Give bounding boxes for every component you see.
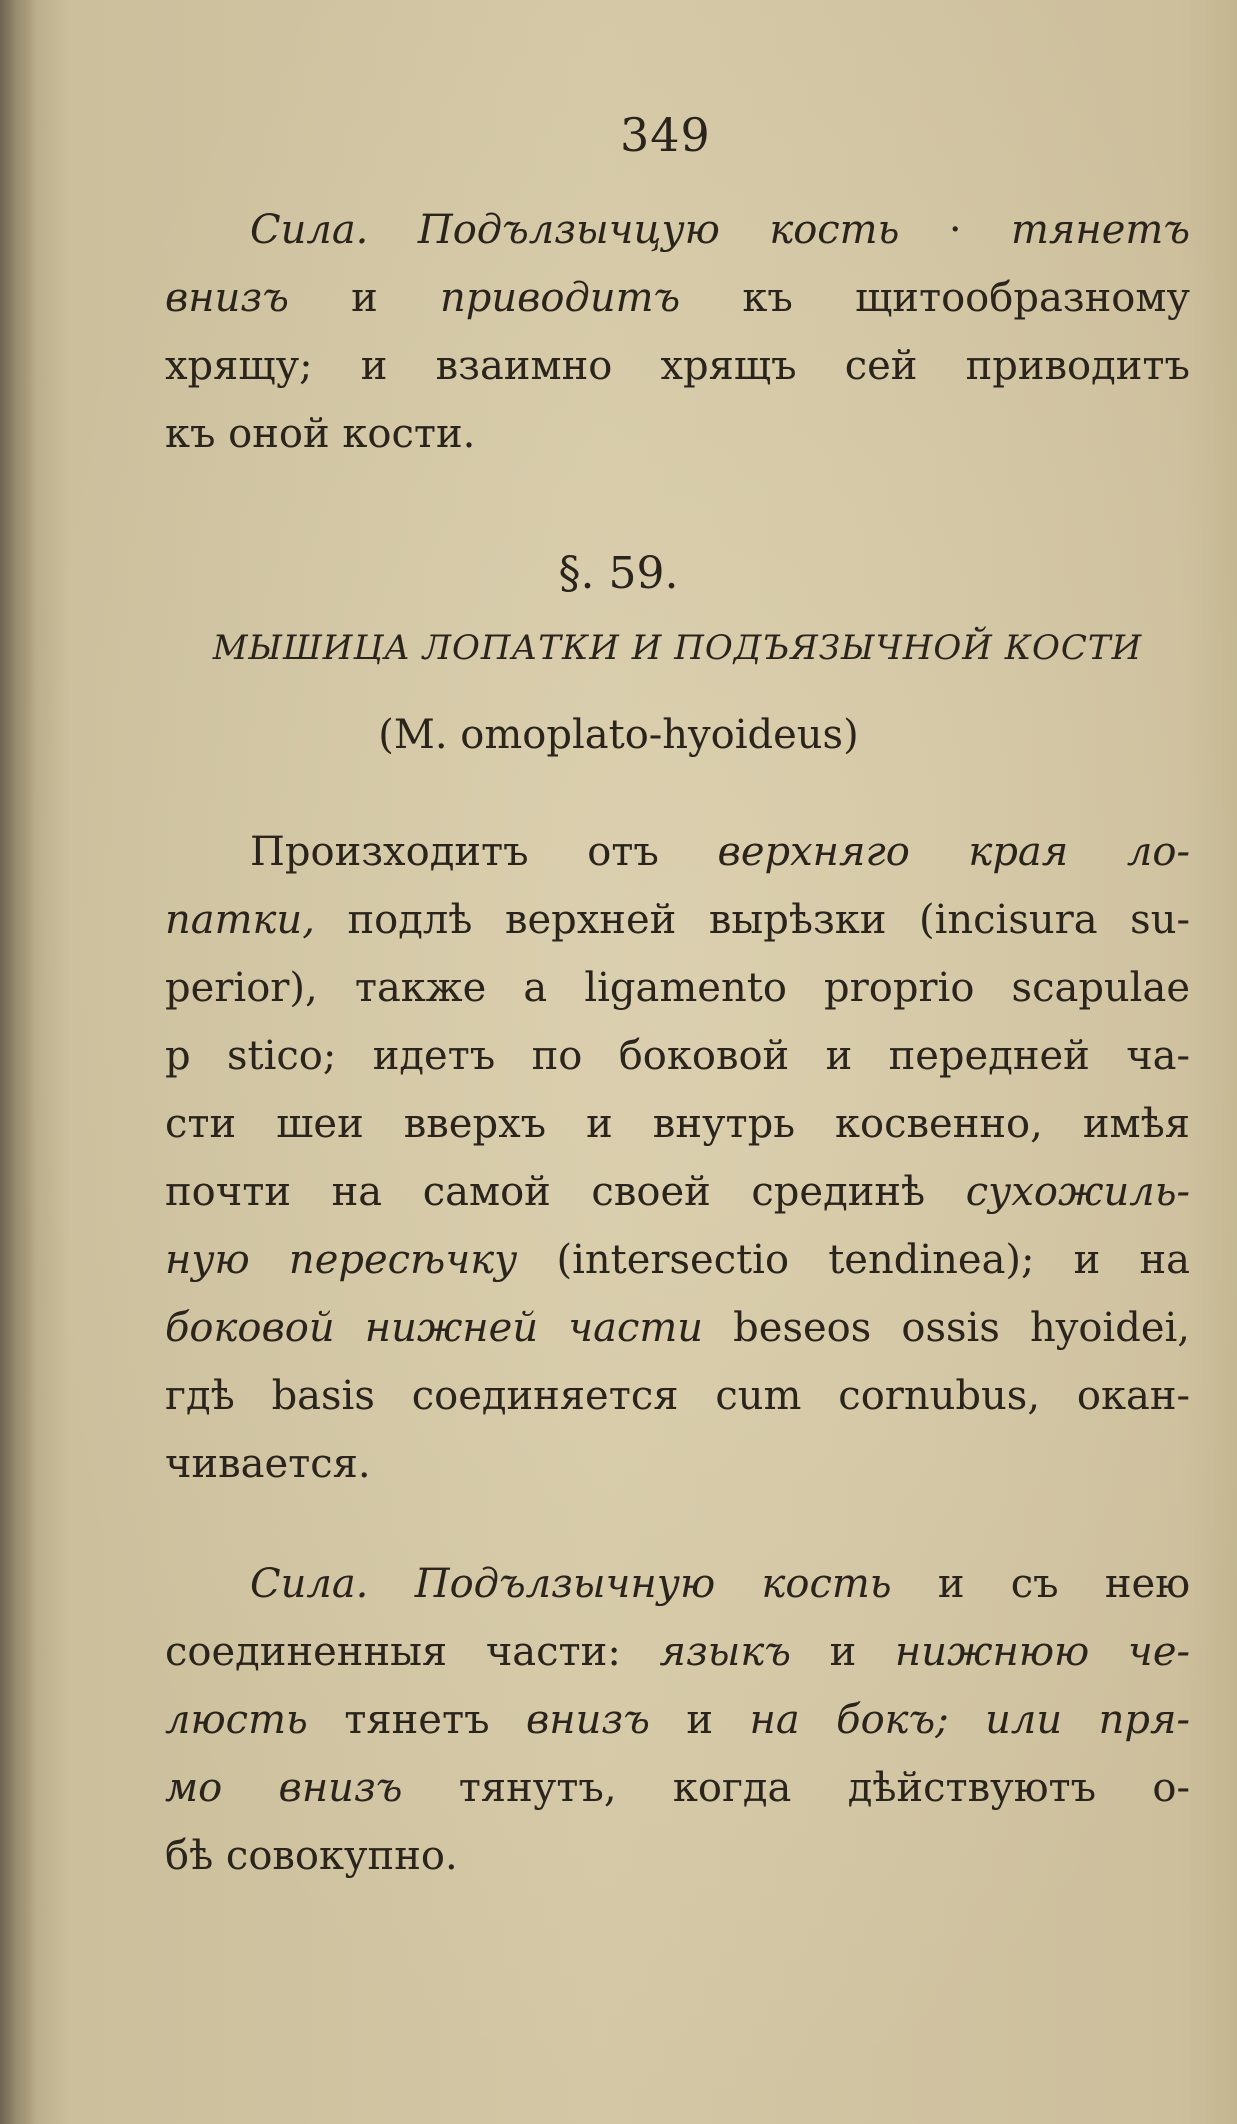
text-segment: хрящу; и взаимно хрящъ сей приводитъ xyxy=(165,343,1190,389)
paragraph-origin-course xyxy=(165,818,1190,1498)
text-line xyxy=(165,1430,1190,1498)
italic-text: приводитъ xyxy=(440,275,681,321)
text-line xyxy=(165,1226,1190,1294)
text-line xyxy=(165,886,1190,954)
text-segment: и xyxy=(649,1697,750,1743)
text-line xyxy=(165,400,1190,468)
text-line xyxy=(165,1022,1190,1090)
italic-text: патки, xyxy=(165,897,315,943)
text-line xyxy=(165,1754,1190,1822)
italic-text: на бокъ; xyxy=(749,1697,949,1743)
text-line xyxy=(165,1362,1190,1430)
text-line xyxy=(165,1550,1190,1618)
text-segment: тянетъ xyxy=(307,1697,527,1743)
text-segment: къ оной кости. xyxy=(165,411,476,457)
text-line xyxy=(165,1158,1190,1226)
italic-text: боковой нижней части xyxy=(165,1305,704,1351)
italic-text: кость xyxy=(761,1561,892,1607)
text-segment: чивается. xyxy=(165,1441,371,1487)
paragraph-force-omohyoid xyxy=(165,1550,1190,1890)
text-segment: и xyxy=(790,1629,895,1675)
text-line xyxy=(165,1822,1190,1890)
text-segment: beseos ossis hyoidei, xyxy=(703,1305,1191,1351)
text-line xyxy=(165,332,1190,400)
text-segment: почти на самой своей срединѣ xyxy=(165,1169,966,1215)
italic-text: Подълзычцую xyxy=(417,207,720,253)
text-segment: сти шеи вверхъ и внутрь косвенно, имѣя xyxy=(165,1101,1190,1147)
text-segment xyxy=(949,1697,985,1743)
text-segment: · xyxy=(899,207,1011,253)
text-segment: Произходитъ отъ xyxy=(250,829,718,875)
italic-text: Подълзычную xyxy=(414,1561,716,1607)
text-segment xyxy=(720,207,769,253)
text-segment: подлѣ верхней вырѣзки (incisura su- xyxy=(314,897,1190,943)
italic-text: мо внизъ xyxy=(165,1765,403,1811)
italic-text: внизъ xyxy=(526,1697,650,1743)
italic-text: Сила. xyxy=(250,207,369,253)
italic-text: языкъ xyxy=(659,1629,791,1675)
text-segment: (intersectio tendinea); и на xyxy=(517,1237,1190,1283)
italic-text: люсть xyxy=(165,1697,308,1743)
text-segment: тянутъ, когда дѣйствуютъ о- xyxy=(402,1765,1190,1811)
text-segment: соединенныя части: xyxy=(165,1629,660,1675)
book-spine-shadow xyxy=(0,0,36,2124)
text-line xyxy=(165,818,1190,886)
italic-text: внизъ xyxy=(165,275,289,321)
text-segment: къ щитообразному xyxy=(680,275,1190,321)
text-line xyxy=(165,1090,1190,1158)
text-line xyxy=(165,1618,1190,1686)
italic-text: нижнюю че- xyxy=(894,1629,1190,1675)
italic-text: Сила. xyxy=(250,1561,369,1607)
text-segment xyxy=(368,1561,414,1607)
section-heading: МЫШИЦА ЛОПАТКИ И ПОДЪЯЗЫЧНОЙ КОСТИ xyxy=(212,628,1143,668)
section-number: §. 59. xyxy=(558,548,679,599)
italic-text: верхняго края ло- xyxy=(717,829,1190,875)
text-line xyxy=(165,264,1190,332)
text-line xyxy=(165,196,1190,264)
text-segment: perior), также a ligamento proprio scapulae xyxy=(165,965,1190,1011)
text-segment: гдѣ basis соединяется cum cornubus, окан- xyxy=(165,1373,1190,1419)
text-segment: бѣ совокупно. xyxy=(165,1833,458,1879)
italic-text: сухожиль- xyxy=(965,1169,1190,1215)
text-line xyxy=(165,1294,1190,1362)
paragraph-force-sternohyoid xyxy=(165,196,1190,468)
text-segment xyxy=(368,207,417,253)
italic-text: ную пересѣчку xyxy=(165,1237,518,1283)
italic-text: тянетъ xyxy=(1010,207,1190,253)
text-line xyxy=(165,954,1190,1022)
section-latin-name: (M. omoplato-hyoideus) xyxy=(378,712,859,758)
text-segment: и съ нею xyxy=(891,1561,1191,1607)
text-line xyxy=(165,1686,1190,1754)
page-number: 349 xyxy=(620,108,711,162)
italic-text: кость xyxy=(769,207,900,253)
text-segment xyxy=(715,1561,761,1607)
text-segment: p stico; идетъ по боковой и передней ча- xyxy=(165,1033,1190,1079)
text-segment: и xyxy=(288,275,440,321)
italic-text: или пря- xyxy=(985,1697,1191,1743)
